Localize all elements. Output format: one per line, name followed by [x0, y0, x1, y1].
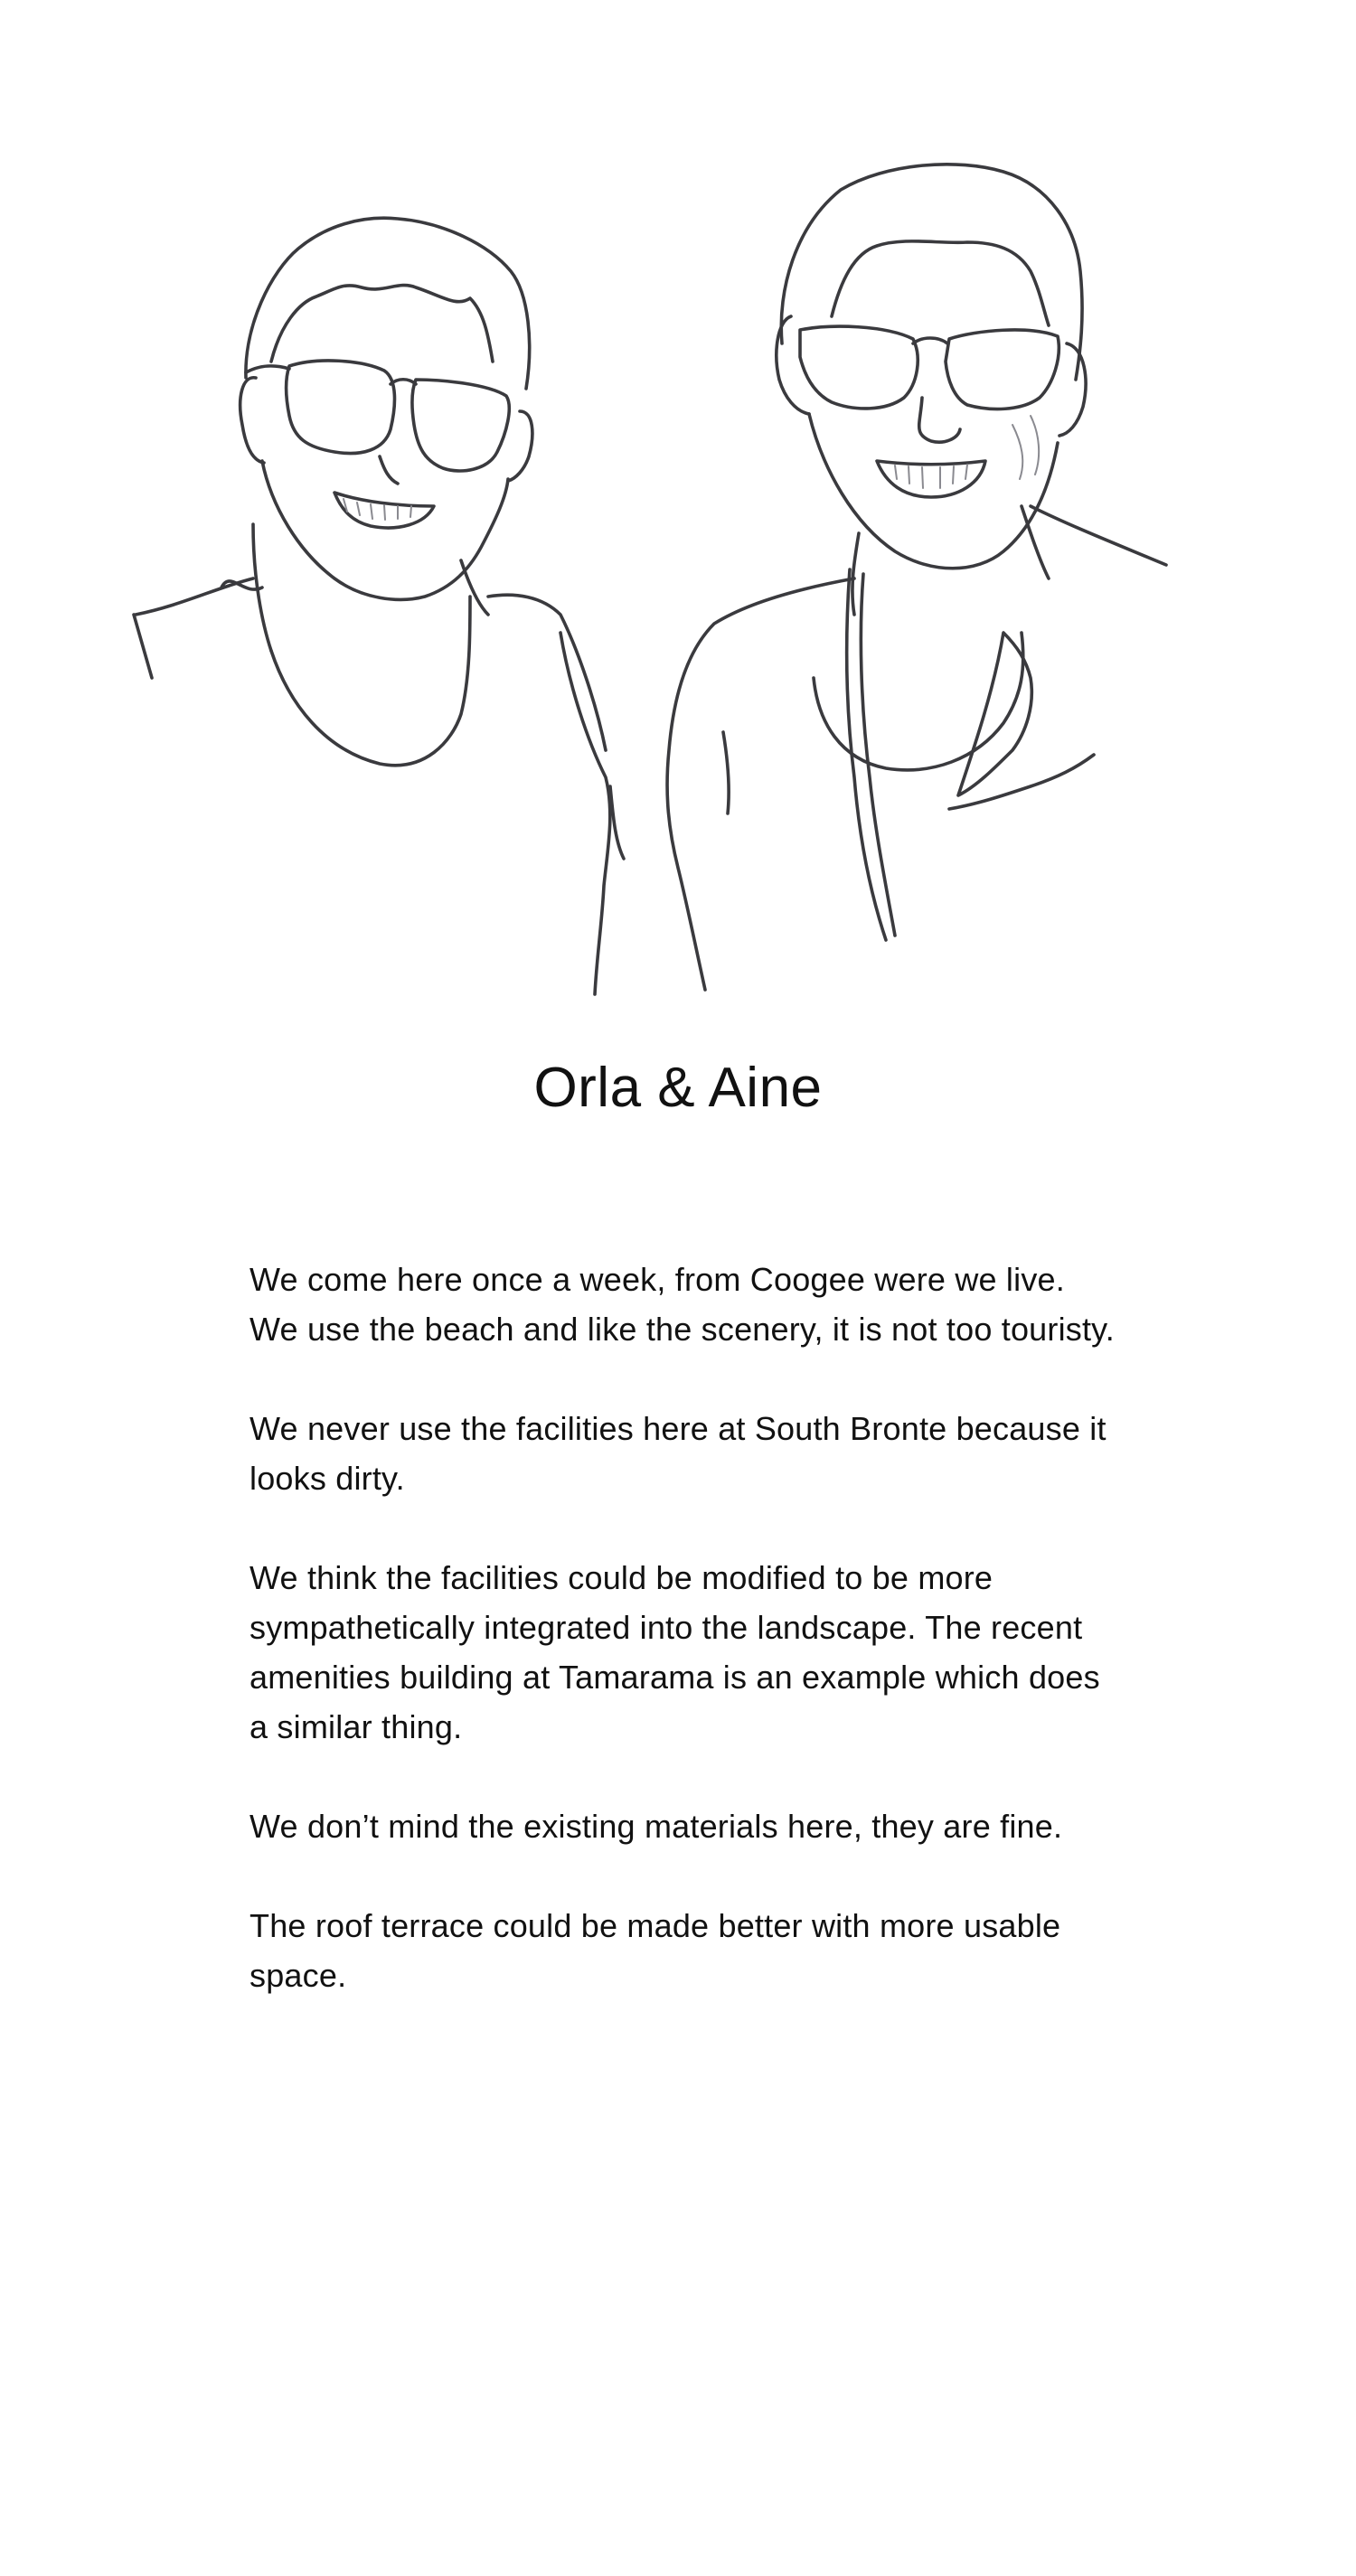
left-glasses-left-lens [287, 361, 395, 454]
left-person-sketch [134, 218, 624, 994]
right-glasses-left-lens [800, 326, 918, 409]
right-cheek-shading [1012, 416, 1039, 479]
left-ear [240, 378, 264, 463]
left-hair-inner [271, 286, 493, 362]
portrait-sketch [0, 0, 1356, 1012]
left-shoulders [136, 578, 606, 750]
right-ear-left [777, 316, 809, 414]
right-glasses-right-lens [946, 330, 1059, 409]
left-glasses-right-lens [412, 380, 509, 471]
left-nose [380, 456, 398, 484]
left-glasses-arm [246, 366, 289, 372]
interview-text [250, 1255, 1117, 2050]
paragraph-visit: We come here once a week, from Coogee were we live. We use the beach and like the scenery, it is not too touristy. [250, 1261, 1115, 1348]
paragraph-facilities-dirty: We never use the facilities here at South Bronte because it looks dirty. [250, 1410, 1106, 1497]
left-strap [610, 786, 624, 859]
right-mouth [877, 461, 985, 497]
paragraph-materials: We don’t mind the existing materials here, they are fine. [250, 1808, 1063, 1845]
left-face [262, 461, 508, 599]
paragraph-roof-terrace: The roof terrace could be made better with more usable space. [250, 1907, 1061, 1994]
paragraph-integration: We think the facilities could be modified to be more sympathetically integrated into the landscape. The recent amenities building at Tamarama is an example which does a similar thing. [250, 1559, 1100, 1745]
left-ear-right [508, 411, 532, 481]
left-neckline [271, 597, 470, 766]
right-face [809, 414, 1058, 569]
right-nose [919, 398, 960, 442]
right-left-arm [723, 732, 729, 813]
left-hair [246, 218, 530, 389]
right-teeth [895, 465, 967, 488]
right-person-sketch [667, 165, 1166, 990]
right-hair [781, 165, 1082, 380]
right-hair-inner [832, 241, 1049, 325]
left-arm [560, 633, 610, 994]
right-neck [852, 506, 1049, 615]
right-shoulders [667, 506, 1166, 990]
right-hand [958, 633, 1031, 795]
right-neckline [814, 633, 1023, 770]
right-glasses-bridge [913, 338, 947, 343]
page-title: Orla & Aine [533, 1057, 823, 1119]
right-wrist [949, 755, 1094, 809]
left-neck [253, 524, 488, 651]
right-ear-right [1059, 343, 1086, 436]
